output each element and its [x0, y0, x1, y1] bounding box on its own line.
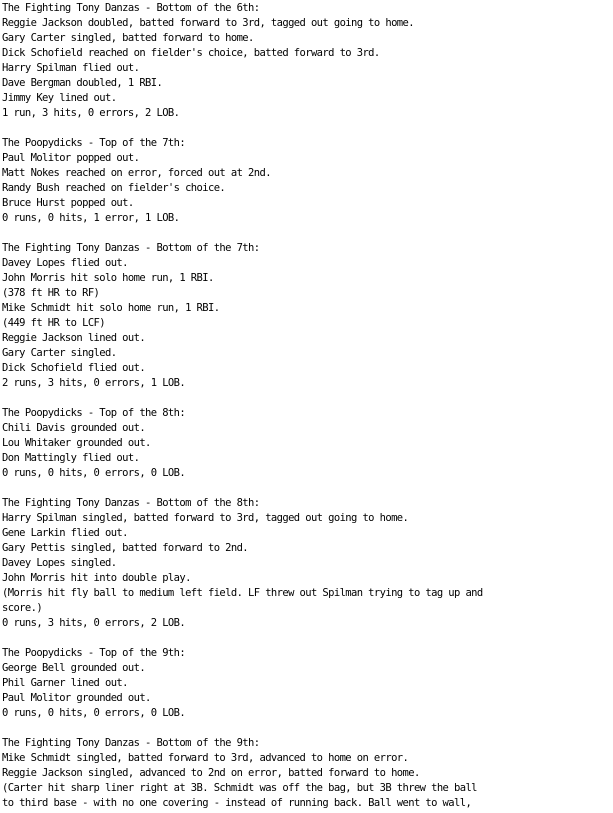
log-line: Reggie Jackson singled, advanced to 2nd on error, batted forward to home.	[2, 767, 420, 779]
log-line: Davey Lopes flied out.	[2, 257, 128, 269]
log-line: Don Mattingly flied out.	[2, 452, 140, 464]
blank-line	[2, 121, 611, 136]
log-line: 0 runs, 3 hits, 0 errors, 2 LOB.	[2, 617, 186, 629]
log-line: 2 runs, 3 hits, 0 errors, 1 LOB.	[2, 377, 186, 389]
log-line: (Morris hit fly ball to medium left field. LF threw out Spilman trying to tag up and	[2, 587, 483, 599]
blank-line	[2, 226, 611, 241]
play-by-play-log	[2, 1, 611, 811]
blank-line	[2, 721, 611, 736]
log-line: Randy Bush reached on fielder's choice.	[2, 182, 226, 194]
log-line: (378 ft HR to RF)	[2, 287, 100, 299]
log-line: Harry Spilman flied out.	[2, 62, 140, 74]
log-line: Gary Pettis singled, batted forward to 2nd.	[2, 542, 249, 554]
log-line: The Fighting Tony Danzas - Bottom of the 9th:	[2, 737, 260, 749]
log-line: The Poopydicks - Top of the 9th:	[2, 647, 186, 659]
log-line: Phil Garner lined out.	[2, 677, 128, 689]
log-line: score.)	[2, 602, 43, 614]
log-line: 0 runs, 0 hits, 0 errors, 0 LOB.	[2, 467, 186, 479]
log-line: Lou Whitaker grounded out.	[2, 437, 151, 449]
log-line: Mike Schmidt hit solo home run, 1 RBI.	[2, 302, 220, 314]
log-line: to third base - with no one covering - instead of running back. Ball went to wall,	[2, 797, 472, 809]
log-line: Matt Nokes reached on error, forced out at 2nd.	[2, 167, 271, 179]
log-line: Gene Larkin flied out.	[2, 527, 128, 539]
log-line: Chili Davis grounded out.	[2, 422, 146, 434]
log-line: Dick Schofield flied out.	[2, 362, 146, 374]
log-line: John Morris hit into double play.	[2, 572, 191, 584]
log-line: Reggie Jackson lined out.	[2, 332, 146, 344]
blank-line	[2, 481, 611, 496]
log-line: Paul Molitor grounded out.	[2, 692, 151, 704]
log-line: Gary Carter singled, batted forward to home.	[2, 32, 254, 44]
log-line: (449 ft HR to LCF)	[2, 317, 105, 329]
log-line: The Fighting Tony Danzas - Bottom of the 8th:	[2, 497, 260, 509]
blank-line	[2, 391, 611, 406]
log-line: The Fighting Tony Danzas - Bottom of the 6th:	[2, 2, 260, 14]
log-line: Reggie Jackson doubled, batted forward to 3rd, tagged out going to home.	[2, 17, 414, 29]
log-line: The Poopydicks - Top of the 7th:	[2, 137, 186, 149]
blank-line	[2, 631, 611, 646]
log-line: Dick Schofield reached on fielder's choice, batted forward to 3rd.	[2, 47, 380, 59]
log-line: Dave Bergman doubled, 1 RBI.	[2, 77, 163, 89]
log-line: Harry Spilman singled, batted forward to 3rd, tagged out going to home.	[2, 512, 409, 524]
log-line: Davey Lopes singled.	[2, 557, 117, 569]
log-line: Jimmy Key lined out.	[2, 92, 117, 104]
log-line: 0 runs, 0 hits, 1 error, 1 LOB.	[2, 212, 180, 224]
log-line: 1 run, 3 hits, 0 errors, 2 LOB.	[2, 107, 180, 119]
log-line: Paul Molitor popped out.	[2, 152, 140, 164]
log-line: Gary Carter singled.	[2, 347, 117, 359]
log-line: The Fighting Tony Danzas - Bottom of the 7th:	[2, 242, 260, 254]
log-line: John Morris hit solo home run, 1 RBI.	[2, 272, 214, 284]
log-line: George Bell grounded out.	[2, 662, 146, 674]
log-line: Bruce Hurst popped out.	[2, 197, 134, 209]
log-line: Mike Schmidt singled, batted forward to 3rd, advanced to home on error.	[2, 752, 409, 764]
log-line: (Carter hit sharp liner right at 3B. Schmidt was off the bag, but 3B threw the ball	[2, 782, 477, 794]
log-line: 0 runs, 0 hits, 0 errors, 0 LOB.	[2, 707, 186, 719]
log-line: The Poopydicks - Top of the 8th:	[2, 407, 186, 419]
